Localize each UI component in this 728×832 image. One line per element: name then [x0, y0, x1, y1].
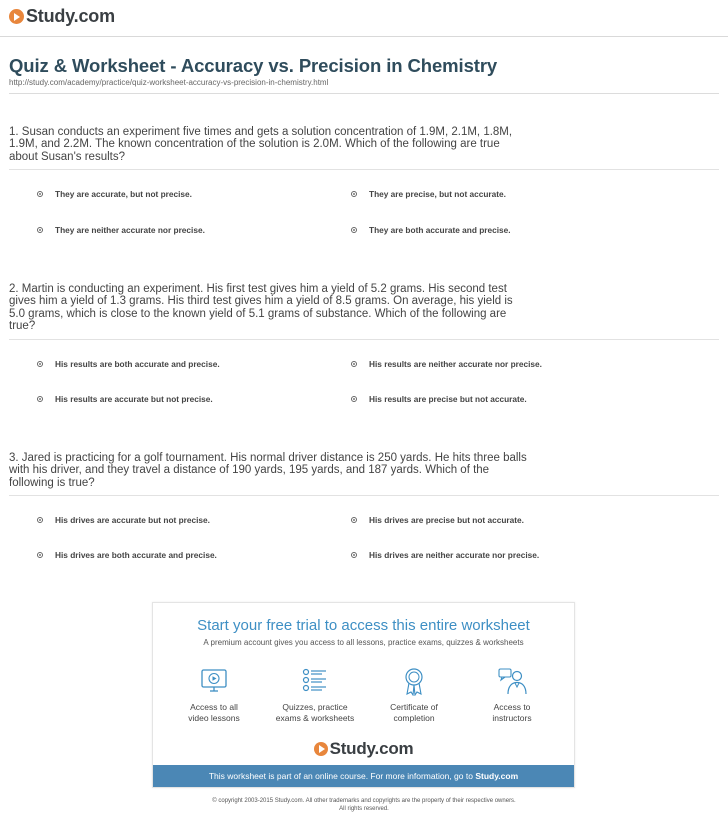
question-line: following is true? — [9, 476, 95, 489]
answer-option[interactable] — [37, 225, 205, 235]
feature-certificate — [366, 666, 462, 724]
option-label: His drives are accurate but not precise. — [55, 515, 210, 525]
promo-bar-text: This worksheet is part of an online course. For more information, go to — [208, 771, 473, 781]
option-label: They are accurate, but not precise. — [55, 189, 192, 199]
study-logo[interactable] — [9, 6, 115, 27]
answer-option[interactable] — [37, 550, 217, 560]
answer-option[interactable] — [37, 359, 220, 369]
question-line: true? — [9, 320, 36, 333]
radio-icon[interactable] — [37, 191, 43, 197]
option-label: His results are neither accurate nor precise. — [369, 359, 542, 369]
question-line: 1.9M, and 2.2M. The known concentration of the solution is 2.0M. Which of the following are true — [9, 138, 500, 151]
feature-video-lessons — [166, 666, 262, 724]
copyright-line: All rights reserved. — [339, 806, 389, 812]
radio-icon[interactable] — [37, 552, 43, 558]
play-logo-icon — [314, 742, 328, 756]
option-label: His drives are both accurate and precise. — [55, 550, 217, 560]
free-trial-promo[interactable] — [152, 602, 575, 788]
radio-icon[interactable] — [351, 191, 357, 197]
copyright — [0, 797, 728, 813]
copyright-line: © copyright 2003-2015 Study.com. All other trademarks and copyrights are the property of their respective owners. — [212, 798, 516, 804]
page-url[interactable]: http://study.com/academy/practice/quiz-worksheet-accuracy-vs-precision-in-chemistry.html — [9, 78, 329, 87]
promo-study-logo[interactable] — [153, 739, 574, 759]
radio-icon[interactable] — [351, 552, 357, 558]
answer-option[interactable] — [351, 515, 524, 525]
certificate-icon — [399, 666, 429, 696]
question-line: 3. Jared is practicing for a golf tournament. His normal driver distance is 250 yards. He hits three balls — [9, 452, 527, 464]
answer-option[interactable] — [37, 515, 210, 525]
answer-option[interactable] — [351, 189, 506, 199]
radio-icon[interactable] — [37, 227, 43, 233]
option-label: His results are accurate but not precise. — [55, 394, 213, 404]
radio-icon[interactable] — [37, 517, 43, 523]
question-line: 2. Martin is conducting an experiment. His first test gives him a yield of 5.2 grams. His second test — [9, 283, 507, 295]
title-divider — [9, 93, 719, 94]
option-label: They are both accurate and precise. — [369, 225, 511, 235]
feature-label: video lessons — [188, 713, 240, 723]
question-divider — [9, 169, 719, 170]
promo-subtitle: A premium account gives you access to all lessons, practice exams, quizzes & worksheets — [203, 638, 524, 647]
question-3 — [9, 452, 609, 489]
feature-label: instructors — [492, 713, 532, 723]
feature-instructors — [464, 666, 560, 724]
answer-option[interactable] — [37, 394, 213, 404]
feature-label: completion — [393, 713, 435, 723]
option-label: They are precise, but not accurate. — [369, 189, 506, 199]
feature-label: Certificate of — [390, 702, 438, 712]
video-lesson-icon — [199, 666, 229, 696]
option-label: His drives are precise but not accurate. — [369, 515, 524, 525]
answer-option[interactable] — [351, 550, 539, 560]
promo-bar-link[interactable]: Study.com — [475, 771, 519, 781]
radio-icon[interactable] — [351, 517, 357, 523]
play-logo-icon — [9, 9, 24, 24]
question-1 — [9, 126, 609, 163]
option-label: His drives are neither accurate nor precise. — [369, 550, 540, 560]
option-label: His results are precise but not accurate. — [369, 394, 527, 404]
feature-label: exams & worksheets — [275, 713, 355, 723]
question-divider — [9, 339, 719, 340]
radio-icon[interactable] — [37, 361, 43, 367]
header-divider — [0, 36, 728, 37]
radio-icon[interactable] — [37, 396, 43, 402]
promo-title[interactable]: Start your free trial to access this entire worksheet — [197, 617, 530, 634]
question-line: with his driver, and they travel a distance of 190 yards, 195 yards, and 187 yards. Which of the — [9, 464, 490, 477]
question-divider — [9, 495, 719, 496]
radio-icon[interactable] — [351, 361, 357, 367]
question-line: about Susan's results? — [9, 150, 125, 163]
answer-option[interactable] — [37, 189, 192, 199]
option-label: They are neither accurate nor precise. — [55, 225, 205, 235]
question-2 — [9, 283, 609, 333]
quiz-list-icon — [300, 666, 330, 696]
feature-label: Access to — [493, 702, 531, 712]
answer-option[interactable] — [351, 359, 542, 369]
answer-option[interactable] — [351, 394, 527, 404]
feature-label: Quizzes, practice — [282, 702, 348, 712]
option-label: His results are both accurate and precise. — [55, 359, 220, 369]
radio-icon[interactable] — [351, 227, 357, 233]
brand-name: Study.com — [26, 6, 115, 26]
brand-name: Study.com — [329, 739, 414, 758]
question-line: 5.0 grams, which is close to the known yield of 5.1 grams of substance. Which of the following are — [9, 307, 507, 320]
page-title: Quiz & Worksheet - Accuracy vs. Precision in Chemistry — [9, 55, 498, 76]
instructor-icon — [497, 666, 527, 696]
promo-info-bar — [153, 765, 574, 787]
feature-label: Access to all — [190, 702, 238, 712]
feature-quizzes — [267, 666, 363, 724]
answer-option[interactable] — [351, 225, 511, 235]
question-line: 1. Susan conducts an experiment five times and gets a solution concentration of 1.9M, 2.1M, 1.8M, — [9, 126, 513, 138]
question-line: gives him a yield of 1.3 grams. His third test gives him a yield of 8.5 grams. On average, his yield is — [9, 295, 513, 308]
radio-icon[interactable] — [351, 396, 357, 402]
